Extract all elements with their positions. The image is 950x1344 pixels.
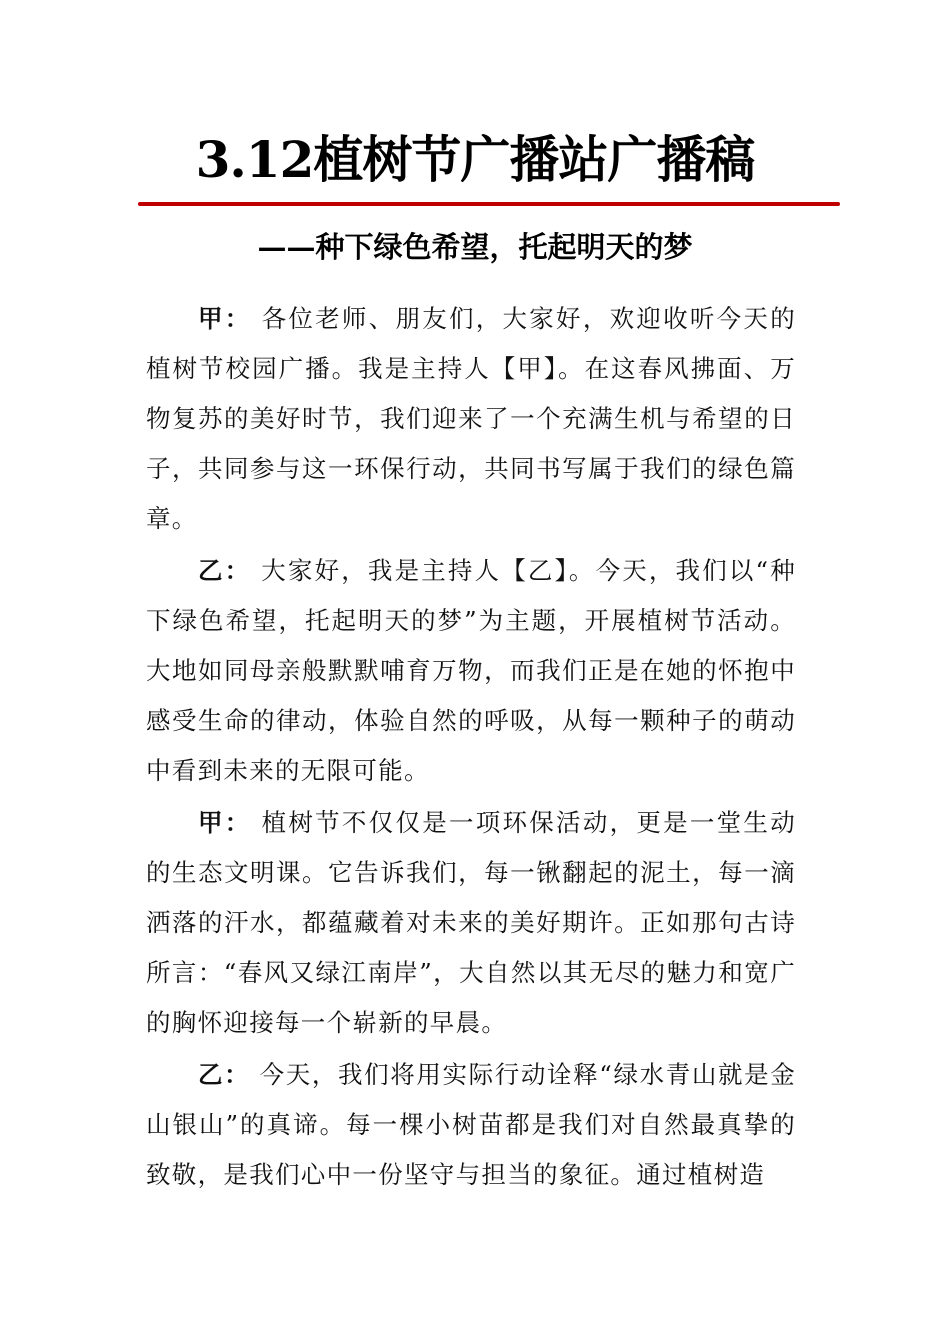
paragraph-text: 今天，我们将用实际行动诠释“绿水青山就是金山银山”的真谛。每一棵小树苗都是我们对自然最真挚的致敬，是我们心中一份坚守与担当的象征。通过植树造 [146, 1060, 796, 1189]
paragraph-text: 植树节不仅仅是一项环保活动，更是一堂生动的生态文明课。它告诉我们，每一锹翻起的泥土，每一滴洒落的汗水，都蕴藏着对未来的美好期许。正如那句古诗所言：“春风又绿江南岸”，大自然以其无尽的魅力和宽广的胸怀迎接每一个崭新的早晨。 [146, 808, 796, 1037]
speaker-label: 甲： [198, 808, 252, 837]
paragraph [146, 1050, 796, 1200]
paragraph [146, 798, 796, 1048]
paragraph-text: 各位老师、朋友们，大家好，欢迎收听今天的植树节校园广播。我是主持人【甲】。在这春风拂面、万物复苏的美好时节，我们迎来了一个充满生机与希望的日子，共同参与这一环保行动，共同书写属于我们的绿色篇章。 [146, 304, 796, 533]
speaker-label: 乙： [198, 556, 252, 585]
title-divider [138, 202, 840, 206]
document-subtitle: ——种下绿色希望，托起明天的梦 [257, 230, 693, 264]
speaker-label: 乙： [198, 1060, 251, 1089]
paragraph [146, 546, 796, 796]
speaker-label: 甲： [198, 304, 252, 333]
document-title: 3.12植树节广播站广播稿 [195, 130, 755, 189]
paragraph-text: 大家好，我是主持人【乙】。今天，我们以“种下绿色希望，托起明天的梦”为主题，开展植树节活动。大地如同母亲般默默哺育万物，而我们正是在她的怀抱中感受生命的律动，体验自然的呼吸，从每一颗种子的萌动中看到未来的无限可能。 [146, 556, 797, 785]
document-body [146, 294, 796, 1202]
paragraph [146, 294, 796, 544]
